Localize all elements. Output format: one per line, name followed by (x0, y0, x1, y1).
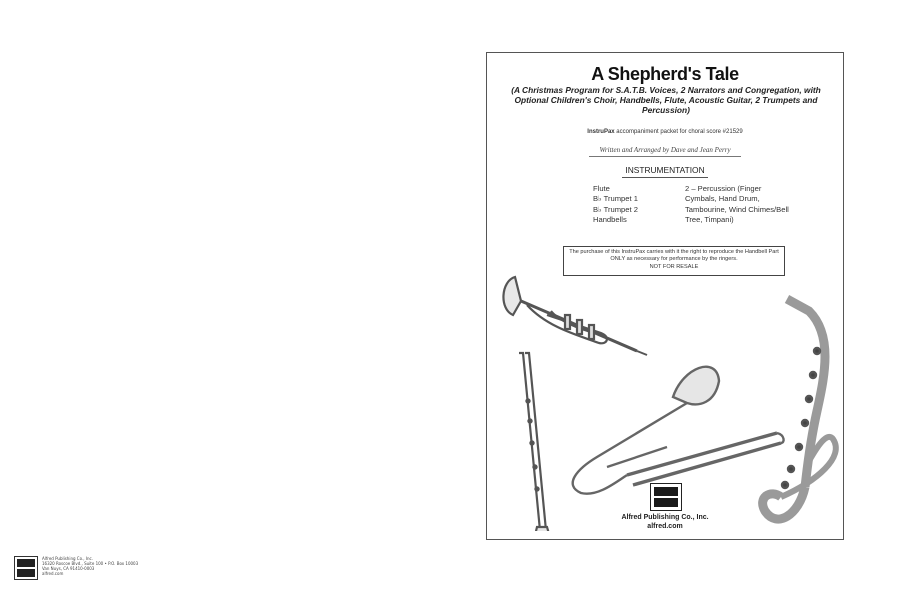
instrument-item: Handbells (593, 215, 627, 225)
instrument-item: Flute (593, 184, 610, 193)
imprint-line: 16320 Roscoe Blvd., Suite 100 • P.O. Box 10003 (42, 561, 139, 566)
publisher-name: Alfred Publishing Co., Inc. (621, 514, 709, 521)
imprint-text (42, 556, 138, 576)
not-for-resale: NOT FOR RESALE (649, 263, 699, 270)
front-cover (486, 52, 844, 540)
instrupax-brand: InstruPax (587, 129, 615, 135)
instrument-item: B♭ Trumpet 2 (593, 204, 638, 214)
publisher-website: alfred.com (647, 523, 683, 530)
back-cover-imprint (14, 556, 138, 580)
instrument-item: B♭ Trumpet 1 (593, 194, 638, 204)
notice-text: The purchase of this InstruPax carries with it the right to reproduce the Handbell Part ONLY as necessary for performance by the ringers. (569, 249, 779, 263)
imprint-line: Alfred Publishing Co., Inc. (42, 556, 93, 561)
credit-rule (589, 156, 741, 157)
imprint-line: alfred.com (42, 571, 64, 576)
instrumentation-heading: INSTRUMENTATION (625, 165, 705, 175)
instrupax-text: accompaniment packet for choral score #21529 (616, 129, 743, 135)
imprint-line: Van Nuys, CA 91410-0003 (42, 566, 95, 571)
clarinet-icon (519, 353, 552, 531)
saxophone-icon (763, 299, 836, 519)
instrument-list-right: 2 – Percussion (Finger Cymbals, Hand Drum, Tambourine, Wind Chimes/Bell Tree, Timpani) (685, 184, 789, 225)
heading-rule (622, 177, 708, 178)
trumpet-icon (503, 277, 647, 355)
instrupax-line (487, 129, 843, 135)
trombone-icon (573, 367, 784, 494)
arranger-credit: Written and Arranged by Dave and Jean Perry (599, 146, 731, 154)
alfred-logo (650, 483, 682, 511)
instrument-list-left (593, 184, 638, 226)
cover-subtitle: (A Christmas Program for S.A.T.B. Voices, 2 Narrators and Congregation, with Optional Children's Choir, Handbells, Flute, Acoustic Guitar, 2 Trumpets and Percussion) (511, 85, 821, 115)
back-cover-page (0, 0, 440, 600)
alfred-logo-small (14, 556, 38, 580)
cover-title: A Shepherd's Tale (591, 64, 739, 84)
